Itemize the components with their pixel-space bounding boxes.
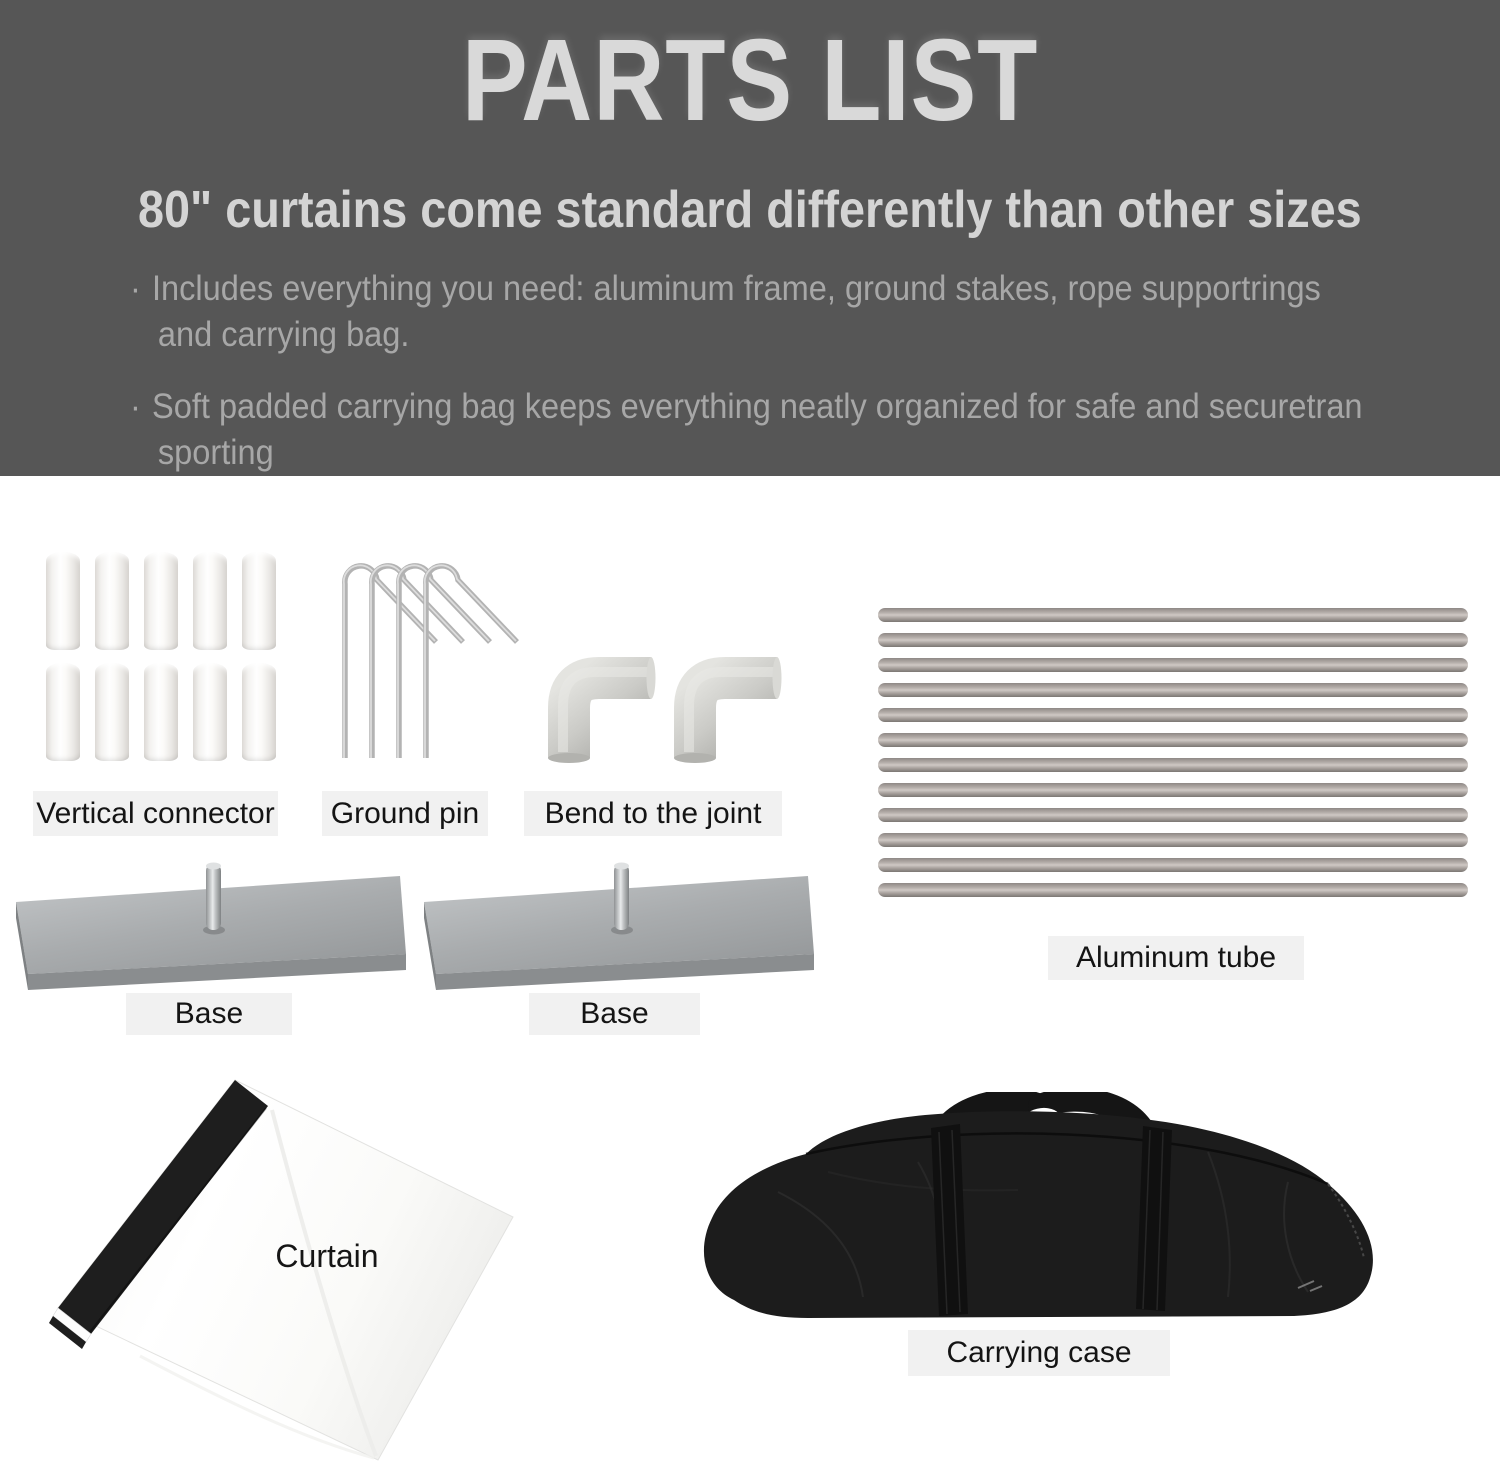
connector-cylinder <box>193 552 227 650</box>
bullet-text: Soft padded carrying bag keeps everything neatly organized for safe and securetran <box>152 387 1363 426</box>
aluminum-tube <box>878 733 1468 747</box>
bend-joint-illustration <box>537 646 797 766</box>
elbow-joint <box>537 646 657 764</box>
feature-bullets <box>130 266 1470 502</box>
bend-joint-label: Bend to the joint <box>524 791 782 836</box>
connector-cylinder <box>95 552 129 650</box>
ground-pin-label: Ground pin <box>322 791 488 836</box>
bullet-line <box>130 384 1376 430</box>
page-title: PARTS LIST <box>461 15 1039 145</box>
aluminum-tube-label: Aluminum tube <box>1048 936 1304 980</box>
header-banner <box>0 0 1500 476</box>
aluminum-tube <box>878 833 1468 847</box>
aluminum-tube-illustration <box>878 608 1468 897</box>
carrying-case-illustration <box>688 1092 1390 1342</box>
aluminum-tube <box>878 808 1468 822</box>
bullet-line <box>130 266 1376 312</box>
subtitle-row <box>0 181 1500 239</box>
bullet-text-continued: sporting <box>157 433 274 472</box>
bag-body <box>704 1111 1373 1318</box>
aluminum-tube <box>878 608 1468 622</box>
aluminum-tube <box>878 658 1468 672</box>
aluminum-tube <box>878 883 1468 897</box>
aluminum-tube <box>878 708 1468 722</box>
page-title-row <box>0 15 1500 145</box>
bullet-text-continued: and carrying bag. <box>157 315 410 354</box>
bullet-marker: · <box>130 269 141 308</box>
base-right-label: Base <box>529 993 700 1035</box>
connector-cylinder <box>144 552 178 650</box>
connector-cylinder <box>46 552 80 650</box>
bullet-text: Includes everything you need: aluminum frame, ground stakes, rope supportrings <box>152 269 1321 308</box>
connector-cylinder <box>193 663 227 761</box>
connector-cylinder <box>95 663 129 761</box>
elbow-joint <box>663 646 783 764</box>
connector-cylinder <box>144 663 178 761</box>
bullet-item <box>130 384 1470 476</box>
aluminum-tube <box>878 758 1468 772</box>
base-left-label: Base <box>126 993 292 1035</box>
subtitle: 80" curtains come standard differently than other sizes <box>138 181 1362 239</box>
vertical-connector-illustration <box>46 552 276 761</box>
connector-cylinder <box>242 663 276 761</box>
carrying-case-label: Carrying case <box>908 1330 1170 1376</box>
curtain-label: Curtain <box>275 1238 379 1274</box>
aluminum-tube <box>878 683 1468 697</box>
connector-cylinder <box>242 552 276 650</box>
bullet-item <box>130 266 1470 358</box>
aluminum-tube <box>878 783 1468 797</box>
bullet-marker: · <box>130 387 141 426</box>
aluminum-tube <box>878 858 1468 872</box>
vertical-connector-label: Vertical connector <box>33 791 278 836</box>
aluminum-tube <box>878 633 1468 647</box>
connector-cylinder <box>46 663 80 761</box>
